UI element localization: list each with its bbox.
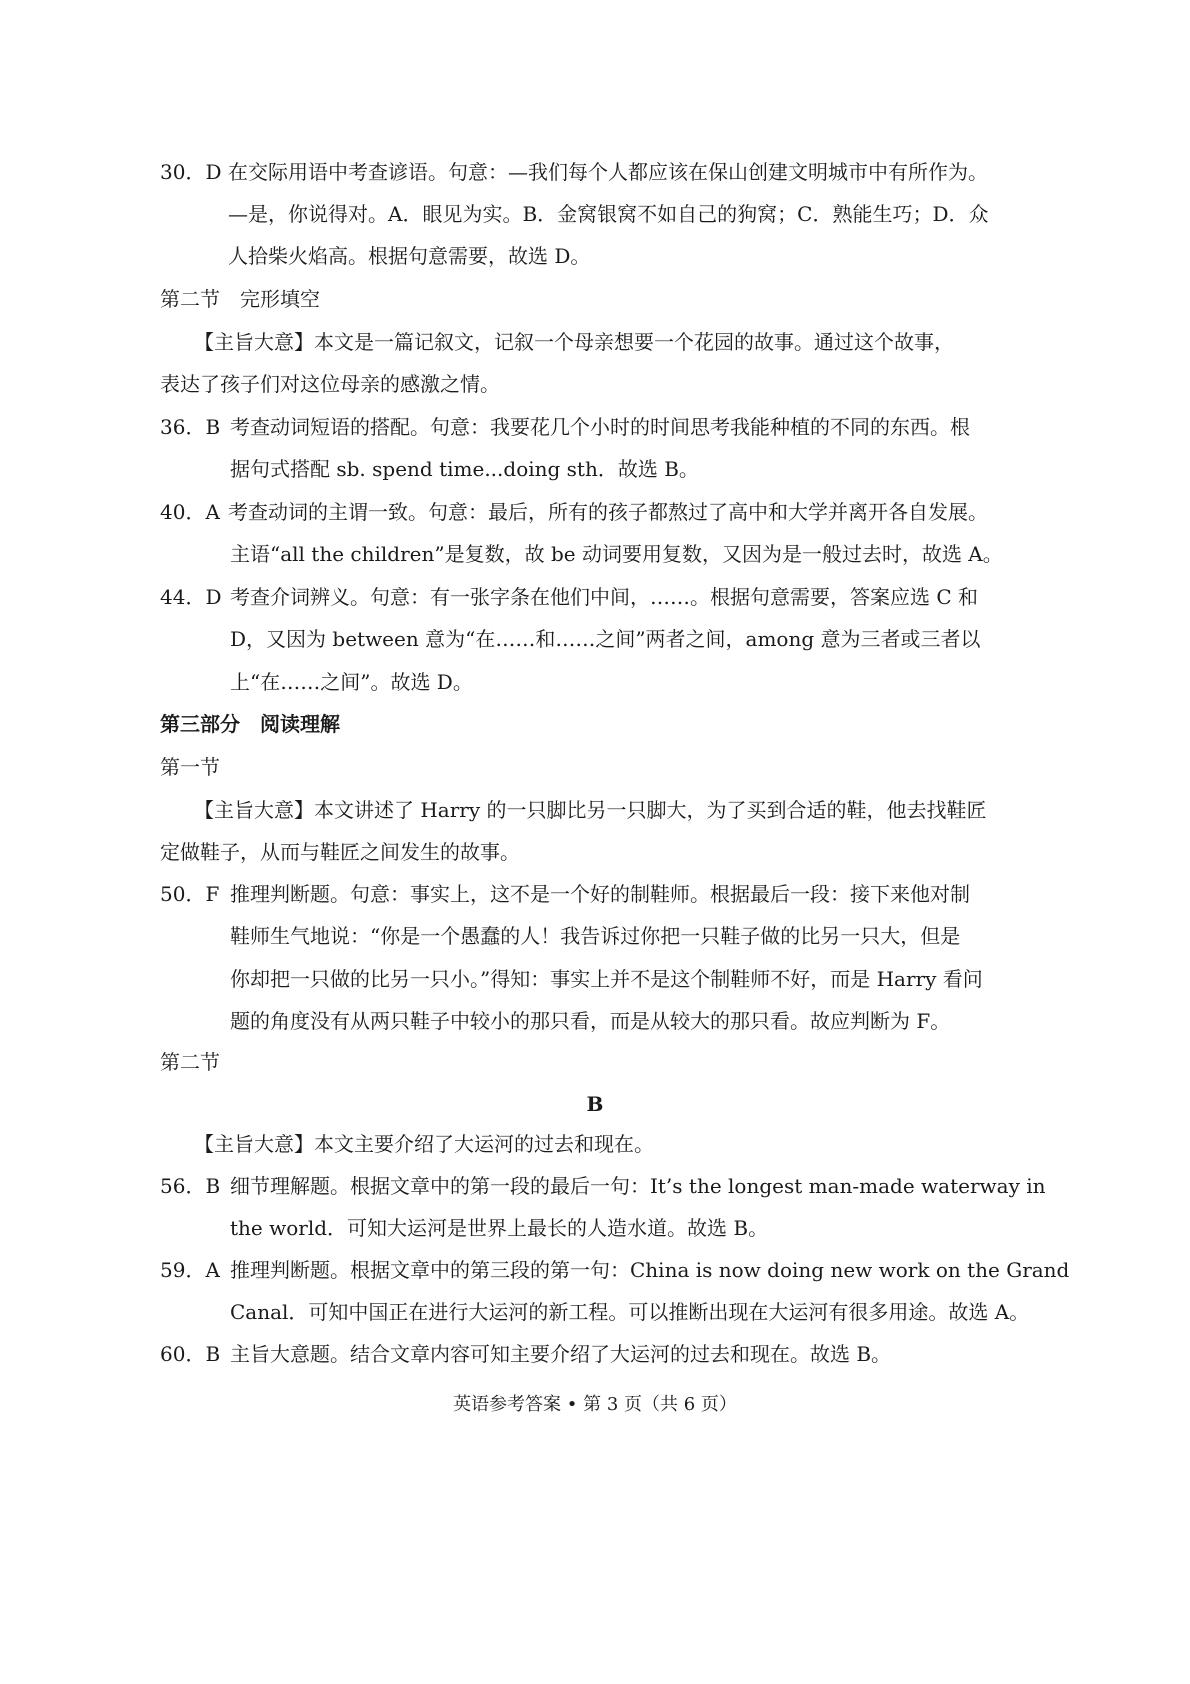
q44-line-2: D，又因为 between 意为“在……和……之间”两者之间，among 意为三者或三者以 bbox=[230, 627, 981, 651]
q56-number: 56．B bbox=[160, 1174, 221, 1198]
q36-number: 36．B bbox=[160, 415, 221, 439]
q50-number: 50．F bbox=[160, 882, 220, 906]
page-footer: 英语参考答案 • 第 3 页（共 6 页） bbox=[453, 1394, 737, 1415]
q60-line-1: 主旨大意题。结合文章内容可知主要介绍了大运河的过去和现在。故选 B。 bbox=[230, 1342, 892, 1366]
q40-number: 40．A bbox=[160, 500, 220, 524]
reading-main-idea-line-2: 定做鞋子，从而与鞋匠之间发生的故事。 bbox=[160, 840, 520, 864]
cloze-main-idea-line-2: 表达了孩子们对这位母亲的感激之情。 bbox=[160, 372, 500, 396]
reading-main-idea-line-1: 【主旨大意】本文讲述了 Harry 的一只脚比另一只脚大，为了买到合适的鞋，他去找鞋匠 bbox=[194, 798, 987, 822]
q50-line-1: 推理判断题。句意：事实上，这不是一个好的制鞋师。根据最后一段：接下来他对制 bbox=[230, 882, 970, 906]
q36-line-2: 据句式搭配 sb. spend time...doing sth．故选 B。 bbox=[230, 457, 699, 481]
q50-line-3: 你却把一只做的比另一只小。”得知：事实上并不是这个制鞋师不好，而是 Harry 看问 bbox=[230, 967, 983, 991]
reading-section-2-title: 第二节 bbox=[160, 1050, 220, 1074]
q36-line-1: 考查动词短语的搭配。句意：我要花几个小时的时间思考我能种植的不同的东西。根 bbox=[230, 415, 970, 439]
q60-number: 60．B bbox=[160, 1342, 221, 1366]
cloze-main-idea-line-1: 【主旨大意】本文是一篇记叙文，记叙一个母亲想要一个花园的故事。通过这个故事， bbox=[194, 330, 954, 354]
q40-line-1: 考查动词的主谓一致。句意：最后，所有的孩子都熬过了高中和大学并离开各自发展。 bbox=[228, 500, 988, 524]
part-reading-title: 第三部分 阅读理解 bbox=[160, 712, 340, 736]
q30-line-3: 人拾柴火焰高。根据句意需要，故选 D。 bbox=[228, 244, 591, 268]
q30-line-1: 在交际用语中考查谚语。句意：—我们每个人都应该在保山创建文明城市中有所作为。 bbox=[228, 160, 988, 184]
q56-line-2: the world．可知大运河是世界上最长的人造水道。故选 B。 bbox=[230, 1216, 769, 1240]
q56-line-1: 细节理解题。根据文章中的第一段的最后一句：It’s the longest man-made waterway in bbox=[230, 1174, 1046, 1198]
reading-section-1-title: 第一节 bbox=[160, 755, 220, 779]
passage-b-heading: B bbox=[586, 1092, 604, 1116]
q30-number: 30．D bbox=[160, 160, 222, 184]
q40-line-2: 主语“all the children”是复数，故 be 动词要用复数，又因为是一般过去时，故选 A。 bbox=[230, 542, 1003, 566]
q44-number: 44．D bbox=[160, 585, 222, 609]
q30-line-2: —是，你说得对。A．眼见为实。B．金窝银窝不如自己的狗窝；C．熟能生巧；D．众 bbox=[228, 202, 989, 226]
q59-line-2: Canal．可知中国正在进行大运河的新工程。可以推断出现在大运河有很多用途。故选 A。 bbox=[230, 1300, 1030, 1324]
passage-b-main-idea: 【主旨大意】本文主要介绍了大运河的过去和现在。 bbox=[194, 1132, 654, 1156]
q50-line-2: 鞋师生气地说：“你是一个愚蠢的人！我告诉过你把一只鞋子做的比另一只大，但是 bbox=[230, 924, 961, 948]
q44-line-3: 上“在……之间”。故选 D。 bbox=[230, 670, 473, 694]
q59-number: 59．A bbox=[160, 1258, 220, 1282]
q59-line-1: 推理判断题。根据文章中的第三段的第一句：China is now doing new work on the Grand bbox=[230, 1258, 1070, 1282]
q50-line-4: 题的角度没有从两只鞋子中较小的那只看，而是从较大的那只看。故应判断为 F。 bbox=[230, 1009, 951, 1033]
section-cloze-title: 第二节 完形填空 bbox=[160, 287, 320, 311]
q44-line-1: 考查介词辨义。句意：有一张字条在他们中间，……。根据句意需要，答案应选 C 和 bbox=[230, 585, 979, 609]
